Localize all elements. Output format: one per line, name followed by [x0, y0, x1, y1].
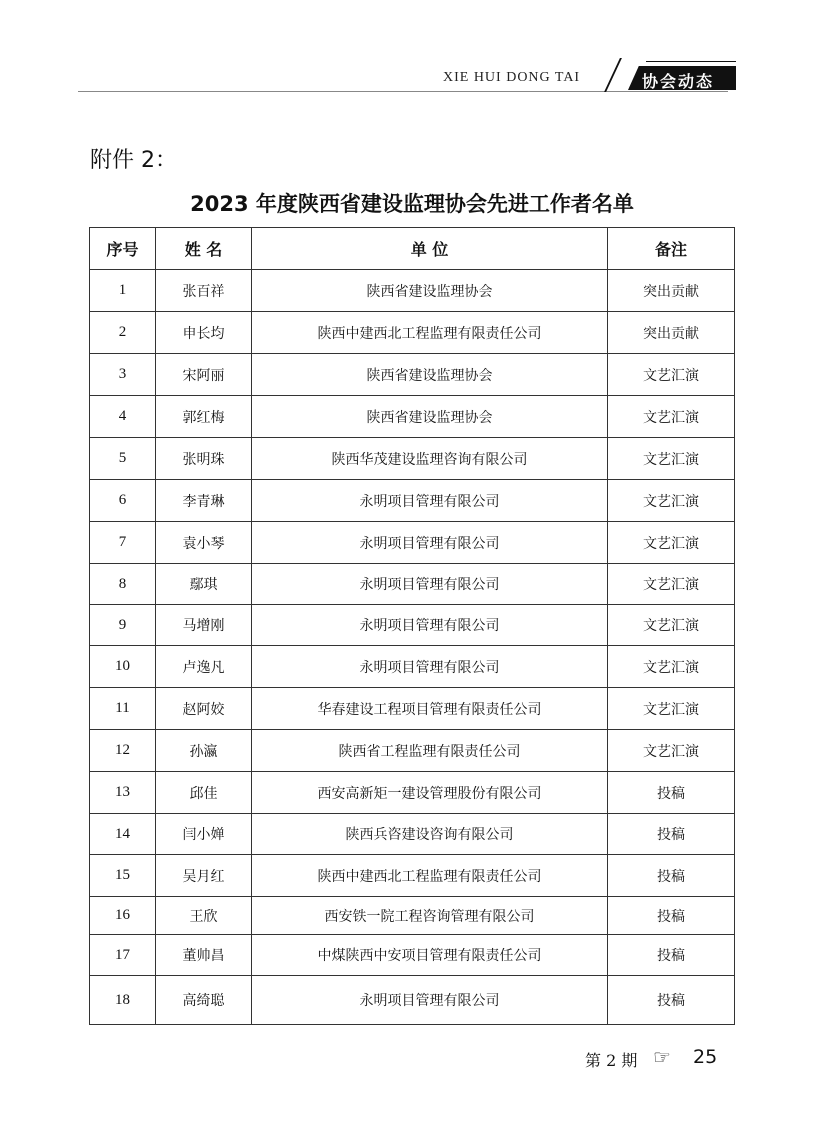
row-name: 马增刚: [156, 605, 252, 646]
row-name: 申长均: [156, 312, 252, 354]
table-row: [90, 396, 735, 438]
table-row: [90, 730, 735, 772]
row-remark: 突出贡献: [608, 312, 735, 354]
attachment-label: 附件 2：: [90, 148, 177, 173]
table-row: [90, 976, 735, 1025]
table-row: [90, 772, 735, 814]
row-remark: 突出贡献: [608, 270, 735, 312]
row-unit: 陕西省建设监理协会: [252, 354, 608, 396]
row-remark: 投稿: [608, 855, 735, 897]
awards-table: [89, 227, 735, 1025]
row-unit: 陕西兵咨建设咨询有限公司: [252, 814, 608, 855]
row-index: 9: [90, 605, 156, 646]
row-unit: 陕西中建西北工程监理有限责任公司: [252, 855, 608, 897]
table-row: [90, 480, 735, 522]
header-slash: [604, 58, 622, 92]
row-remark: 文艺汇演: [608, 730, 735, 772]
header-rule: [78, 91, 728, 92]
row-unit: 陕西省建设监理协会: [252, 396, 608, 438]
row-name: 邱佳: [156, 772, 252, 814]
table-row: [90, 312, 735, 354]
row-index: 15: [90, 855, 156, 897]
row-name: 张明珠: [156, 438, 252, 480]
table-row: [90, 522, 735, 564]
table-row: [90, 935, 735, 976]
row-remark: 投稿: [608, 897, 735, 935]
table-row: [90, 855, 735, 897]
row-remark: 文艺汇演: [608, 605, 735, 646]
page-title: 2023 年度陕西省建设监理协会先进工作者名单: [190, 192, 634, 216]
row-index: 7: [90, 522, 156, 564]
issue-number: 第 2 期: [585, 1051, 638, 1070]
row-index: 4: [90, 396, 156, 438]
table-row: [90, 897, 735, 935]
row-remark: 投稿: [608, 976, 735, 1025]
row-index: 3: [90, 354, 156, 396]
row-remark: 文艺汇演: [608, 564, 735, 605]
header-tick: [646, 61, 736, 62]
row-unit: 西安铁一院工程咨询管理有限公司: [252, 897, 608, 935]
table-row: [90, 605, 735, 646]
table-row: [90, 438, 735, 480]
table-header-row: [90, 228, 735, 270]
row-index: 12: [90, 730, 156, 772]
row-index: 16: [90, 897, 156, 935]
row-unit: 陕西中建西北工程监理有限责任公司: [252, 312, 608, 354]
row-unit: 陕西省工程监理有限责任公司: [252, 730, 608, 772]
page-number: 25: [693, 1046, 718, 1068]
row-remark: 投稿: [608, 814, 735, 855]
row-unit: 永明项目管理有限公司: [252, 522, 608, 564]
row-index: 1: [90, 270, 156, 312]
row-unit: 永明项目管理有限公司: [252, 605, 608, 646]
row-index: 14: [90, 814, 156, 855]
row-index: 5: [90, 438, 156, 480]
header-remark: 备注: [608, 228, 735, 270]
row-unit: 永明项目管理有限公司: [252, 564, 608, 605]
row-name: 孙瀛: [156, 730, 252, 772]
row-name: 董帅昌: [156, 935, 252, 976]
table-row: [90, 814, 735, 855]
row-index: 17: [90, 935, 156, 976]
row-name: 李青琳: [156, 480, 252, 522]
table-row: [90, 646, 735, 688]
table-row: [90, 354, 735, 396]
row-remark: 文艺汇演: [608, 688, 735, 730]
row-remark: 文艺汇演: [608, 354, 735, 396]
row-unit: 陕西华茂建设监理咨询有限公司: [252, 438, 608, 480]
row-name: 赵阿姣: [156, 688, 252, 730]
row-unit: 永明项目管理有限公司: [252, 480, 608, 522]
header-name: 姓 名: [156, 228, 252, 270]
row-remark: 文艺汇演: [608, 480, 735, 522]
row-name: 张百祥: [156, 270, 252, 312]
row-remark: 文艺汇演: [608, 438, 735, 480]
row-name: 高绮聪: [156, 976, 252, 1025]
row-name: 王欣: [156, 897, 252, 935]
row-unit: 华春建设工程项目管理有限责任公司: [252, 688, 608, 730]
pointing-hand-icon: ☞: [653, 1045, 671, 1069]
row-name: 郭红梅: [156, 396, 252, 438]
row-unit: 西安高新矩一建设管理股份有限公司: [252, 772, 608, 814]
row-remark: 投稿: [608, 935, 735, 976]
row-remark: 文艺汇演: [608, 646, 735, 688]
table-row: [90, 688, 735, 730]
table-row: [90, 270, 735, 312]
row-index: 8: [90, 564, 156, 605]
header-english: XIE HUI DONG TAI: [443, 70, 581, 85]
row-remark: 文艺汇演: [608, 522, 735, 564]
row-unit: 永明项目管理有限公司: [252, 976, 608, 1025]
header-index: 序号: [90, 228, 156, 270]
row-name: 宋阿丽: [156, 354, 252, 396]
row-unit: 中煤陕西中安项目管理有限责任公司: [252, 935, 608, 976]
row-name: 鄢琪: [156, 564, 252, 605]
row-name: 袁小琴: [156, 522, 252, 564]
row-name: 卢逸凡: [156, 646, 252, 688]
row-name: 吴月红: [156, 855, 252, 897]
row-index: 10: [90, 646, 156, 688]
row-remark: 文艺汇演: [608, 396, 735, 438]
row-unit: 永明项目管理有限公司: [252, 646, 608, 688]
row-name: 闫小婵: [156, 814, 252, 855]
table-row: [90, 564, 735, 605]
row-index: 18: [90, 976, 156, 1025]
row-index: 6: [90, 480, 156, 522]
row-remark: 投稿: [608, 772, 735, 814]
header-unit: 单 位: [252, 228, 608, 270]
row-index: 11: [90, 688, 156, 730]
row-index: 13: [90, 772, 156, 814]
header-chinese: 协会动态: [642, 72, 715, 91]
row-index: 2: [90, 312, 156, 354]
row-unit: 陕西省建设监理协会: [252, 270, 608, 312]
